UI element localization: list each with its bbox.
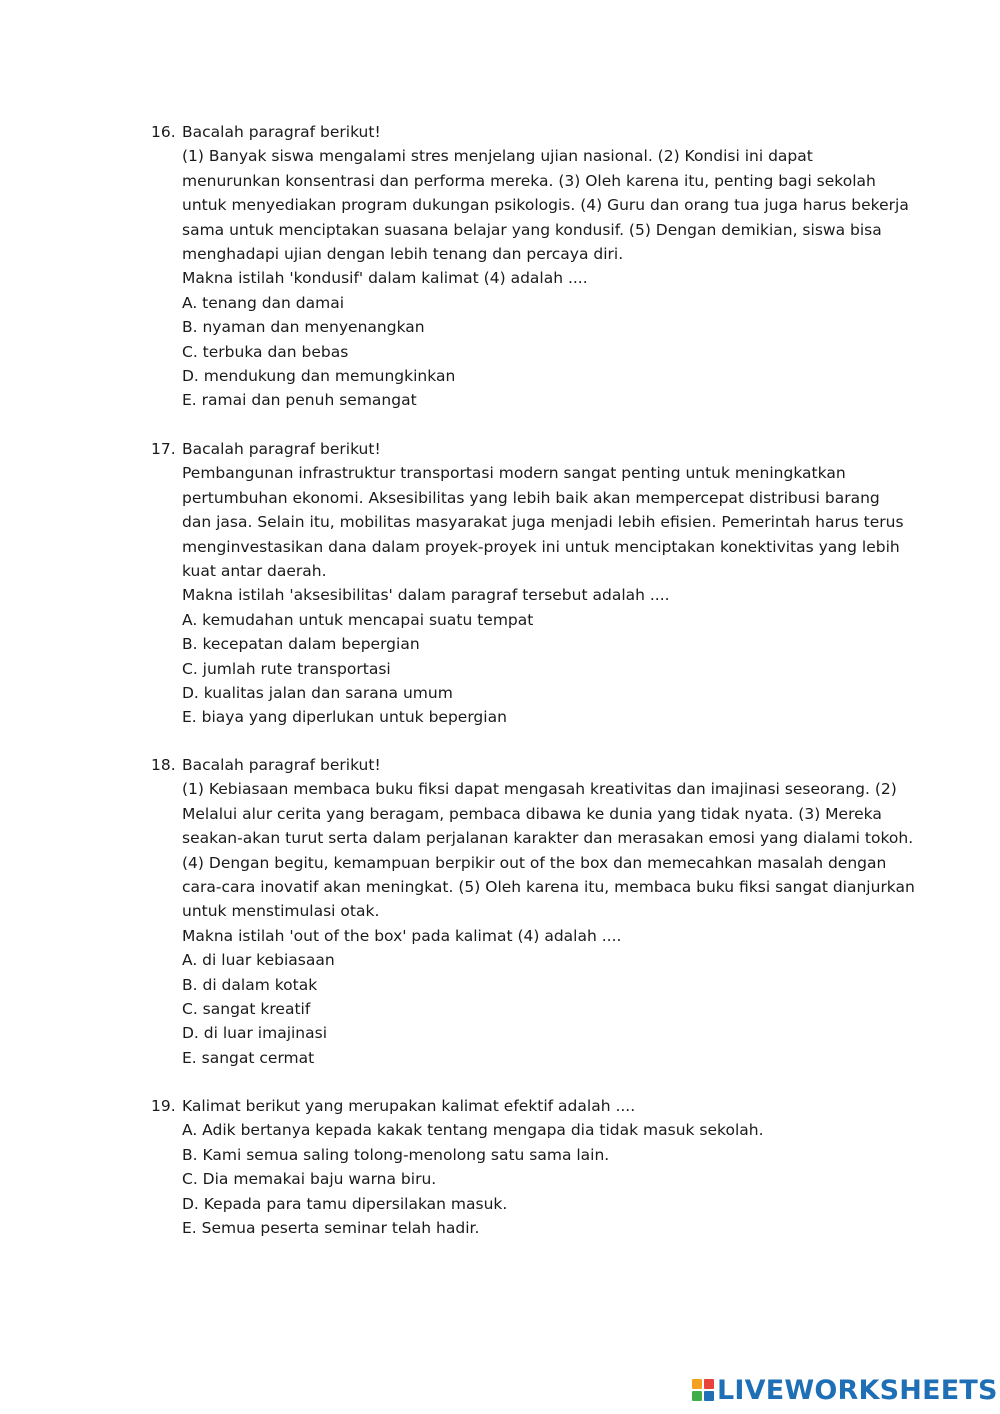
paragraph-line: kuat antar daerah. <box>182 561 327 580</box>
logo-mark-icon <box>692 1379 714 1401</box>
question-prompt: Makna istilah 'kondusif' dalam kalimat (4) adalah .... <box>182 269 588 288</box>
paragraph-line: (1) Kebiasaan membaca buku fiksi dapat mengasah kreativitas dan imajinasi seseorang. (2) <box>182 780 897 799</box>
option-c: C. sangat kreatif <box>182 999 311 1018</box>
option-a: A. Adik bertanya kepada kakak tentang mengapa dia tidak masuk sekolah. <box>182 1121 764 1140</box>
logo-block <box>692 1379 702 1389</box>
question-title: Bacalah paragraf berikut! <box>182 123 381 141</box>
paragraph-line: untuk menstimulasi otak. <box>182 902 380 921</box>
question-body <box>182 753 915 1070</box>
option-a: A. tenang dan damai <box>182 293 345 312</box>
question-title: Bacalah paragraf berikut! <box>182 440 381 458</box>
option-b: B. nyaman dan menyenangkan <box>182 318 425 337</box>
option-e: E. sangat cermat <box>182 1048 315 1067</box>
paragraph-line: (1) Banyak siswa mengalami stres menjelang ujian nasional. (2) Kondisi ini dapat <box>182 147 813 166</box>
option-d: D. kualitas jalan dan sarana umum <box>182 683 453 702</box>
question-number: 19. <box>151 1097 176 1115</box>
option-c: C. Dia memakai baju warna biru. <box>182 1170 437 1189</box>
paragraph-line: pertumbuhan ekonomi. Aksesibilitas yang lebih baik akan mempercepat distribusi barang <box>182 488 880 507</box>
paragraph-line: Pembangunan infrastruktur transportasi modern sangat penting untuk meningkatkan <box>182 464 846 483</box>
logo-text: LIVEWORKSHEETS <box>717 1374 998 1406</box>
paragraph-line: menurunkan konsentrasi dan performa mereka. (3) Oleh karena itu, penting bagi sekolah <box>182 171 876 190</box>
option-d: D. di luar imajinasi <box>182 1024 328 1043</box>
option-e: E. Semua peserta seminar telah hadir. <box>182 1218 480 1237</box>
logo-block <box>704 1391 714 1401</box>
option-c: C. jumlah rute transportasi <box>182 659 391 678</box>
question-prompt: Makna istilah 'out of the box' pada kalimat (4) adalah .... <box>182 926 622 945</box>
option-a: A. di luar kebiasaan <box>182 951 335 970</box>
paragraph-line: untuk menyediakan program dukungan psikologis. (4) Guru dan orang tua juga harus bekerja <box>182 196 909 215</box>
paragraph-line: menghadapi ujian dengan lebih tenang dan percaya diri. <box>182 244 624 263</box>
paragraph-line: seakan-akan turut serta dalam perjalanan karakter dan merasakan emosi yang dialami tokoh. <box>182 829 914 848</box>
option-e: E. ramai dan penuh semangat <box>182 391 417 410</box>
question-body <box>182 437 904 730</box>
paragraph-line: (4) Dengan begitu, kemampuan berpikir out of the box dan memecahkan masalah dengan <box>182 853 887 872</box>
question-prompt: Makna istilah 'aksesibilitas' dalam paragraf tersebut adalah .... <box>182 586 670 605</box>
paragraph-line: menginvestasikan dana dalam proyek-proyek ini untuk menciptakan konektivitas yang lebih <box>182 537 900 556</box>
question-number: 18. <box>151 756 176 774</box>
paragraph-line: cara-cara inovatif akan meningkat. (5) Oleh karena itu, membaca buku fiksi sangat dianjurkan <box>182 877 915 896</box>
question-title: Kalimat berikut yang merupakan kalimat efektif adalah .... <box>182 1097 636 1115</box>
option-d: D. Kepada para tamu dipersilakan masuk. <box>182 1194 508 1213</box>
paragraph-line: Melalui alur cerita yang beragam, pembaca dibawa ke dunia yang tidak nyata. (3) Mereka <box>182 804 882 823</box>
option-b: B. di dalam kotak <box>182 975 318 994</box>
option-c: C. terbuka dan bebas <box>182 342 349 361</box>
question-body <box>182 1094 892 1240</box>
question-body <box>182 120 909 413</box>
question-number: 16. <box>151 123 176 141</box>
logo-block <box>692 1391 702 1401</box>
option-a: A. kemudahan untuk mencapai suatu tempat <box>182 610 534 629</box>
paragraph-line: dan jasa. Selain itu, mobilitas masyarakat juga menjadi lebih efisien. Pemerintah harus terus <box>182 513 904 532</box>
paragraph-line: sama untuk menciptakan suasana belajar yang kondusif. (5) Dengan demikian, siswa bisa <box>182 220 882 239</box>
logo-block <box>704 1379 714 1389</box>
question-number: 17. <box>151 440 176 458</box>
option-e: E. biaya yang diperlukan untuk bepergian <box>182 708 507 727</box>
option-b: B. kecepatan dalam bepergian <box>182 635 420 654</box>
option-d: D. mendukung dan memungkinkan <box>182 366 456 385</box>
option-b: B. Kami semua saling tolong-menolong satu sama lain. <box>182 1145 610 1164</box>
question-title: Bacalah paragraf berikut! <box>182 756 381 774</box>
liveworksheets-logo <box>692 1374 998 1406</box>
